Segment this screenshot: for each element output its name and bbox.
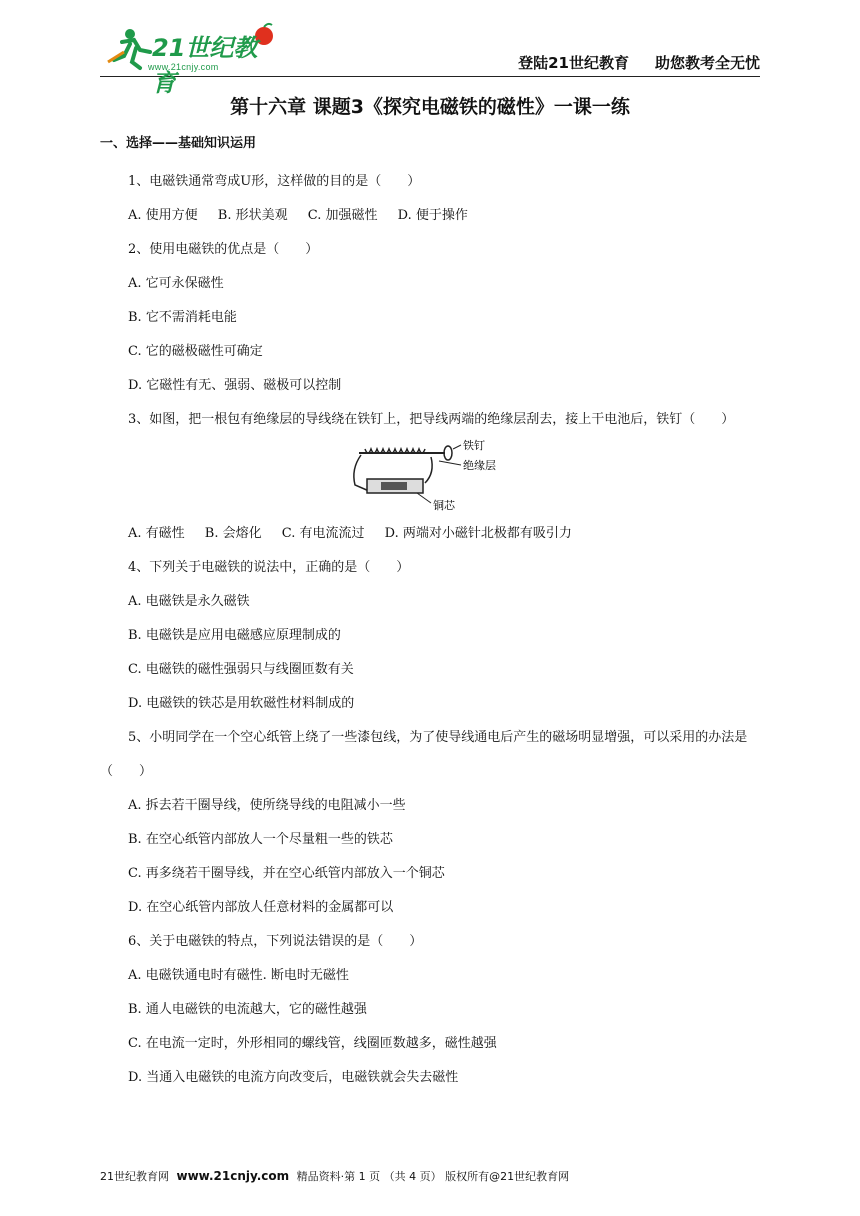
figure-label: 铜芯 [433, 499, 455, 511]
option[interactable]: A. 电磁铁是永久磁铁 [128, 594, 250, 609]
option[interactable]: D. 便于操作 [397, 208, 468, 223]
logo-url: www.21cnjy.com [148, 62, 219, 72]
option[interactable]: B. 形状美观 [217, 208, 288, 223]
question-5: 5、小明同学在一个空心纸管上绕了一些漆包线，为了使导线通电后产生的磁场明显增强，可以采用的办法是（ ） [100, 730, 748, 779]
option[interactable]: D. 电磁铁的铁芯是用软磁性材料制成的 [128, 696, 355, 711]
option[interactable]: B. 它不需消耗电能 [128, 310, 237, 325]
option[interactable]: C. 在电流一定时，外形相同的螺线管，线圈匝数越多，磁性越强 [128, 1036, 497, 1051]
option[interactable]: A. 使用方便 [128, 208, 198, 223]
footer-page-info: 精品资料·第 1 页 （共 4 页） [296, 1170, 442, 1183]
option[interactable]: B. 电磁铁是应用电磁感应原理制成的 [128, 628, 341, 643]
question-1: 1、电磁铁通常弯成U形，这样做的目的是（ ） [128, 174, 421, 189]
question-1-options [100, 199, 765, 233]
option[interactable]: D. 当通入电磁铁的电流方向改变后，电磁铁就会失去磁性 [128, 1070, 459, 1085]
nail-coil-battery-diagram [345, 439, 525, 511]
page-footer [100, 1168, 765, 1184]
figure-label: 铁钉 [463, 439, 485, 452]
option[interactable]: C. 有电流流过 [281, 526, 365, 541]
option[interactable]: D. 两端对小磁针北极都有吸引力 [384, 526, 572, 541]
header-slogan [492, 52, 760, 73]
footer-url-link[interactable]: www.21cnjy.com [176, 1169, 290, 1183]
slogan-left: 登陆21世纪教育 [518, 54, 629, 72]
option[interactable]: A. 拆去若干圈导线，使所绕导线的电阻减小一些 [128, 798, 406, 813]
option[interactable]: C. 加强磁性 [307, 208, 378, 223]
option[interactable]: C. 它的磁极磁性可确定 [128, 344, 263, 359]
option[interactable]: B. 在空心纸管内部放人一个尽量粗一些的铁芯 [128, 832, 393, 847]
page-header [100, 22, 760, 97]
option[interactable]: C. 再多绕若干圈导线，并在空心纸管内部放入一个铜芯 [128, 866, 445, 881]
question-4: 4、下列关于电磁铁的说法中，正确的是（ ） [128, 560, 410, 575]
question-3-options [100, 517, 765, 551]
option[interactable]: A. 它可永保磁性 [128, 276, 224, 291]
option[interactable]: A. 电磁铁通电时有磁性. 断电时无磁性 [128, 968, 349, 983]
option[interactable]: A. 有磁性 [128, 526, 185, 541]
page-title: 第十六章 课题3《探究电磁铁的磁性》一课一练 [230, 96, 630, 118]
logo-text: 21世纪教育 [152, 34, 258, 97]
option[interactable]: B. 会熔化 [204, 526, 262, 541]
question-2: 2、使用电磁铁的优点是（ ） [128, 242, 319, 257]
option[interactable]: D. 它磁性有无、强弱、磁极可以控制 [128, 378, 342, 393]
footer-copyright: 版权所有@21世纪教育网 [445, 1170, 570, 1183]
option[interactable]: C. 电磁铁的磁性强弱只与线圈匝数有关 [128, 662, 354, 677]
exercise-content [100, 133, 765, 1095]
slogan-right: 助您教考全无忧 [654, 54, 760, 72]
footer-site: 21世纪教育网 [100, 1170, 169, 1183]
question-3: 3、如图，把一根包有绝缘层的导线绕在铁钉上，把导线两端的绝缘层刮去，接上干电池后，铁钉（ ） [128, 412, 735, 427]
question-6: 6、关于电磁铁的特点，下列说法错误的是（ ） [128, 934, 423, 949]
section-heading: 一、选择——基础知识运用 [100, 136, 257, 151]
option[interactable]: B. 通人电磁铁的电流越大，它的磁性越强 [128, 1002, 367, 1017]
site-logo[interactable] [100, 22, 280, 97]
electromagnet-figure [100, 439, 765, 511]
option[interactable]: D. 在空心纸管内部放人任意材料的金属都可以 [128, 900, 394, 915]
figure-label: 绝缘层 [463, 459, 496, 472]
